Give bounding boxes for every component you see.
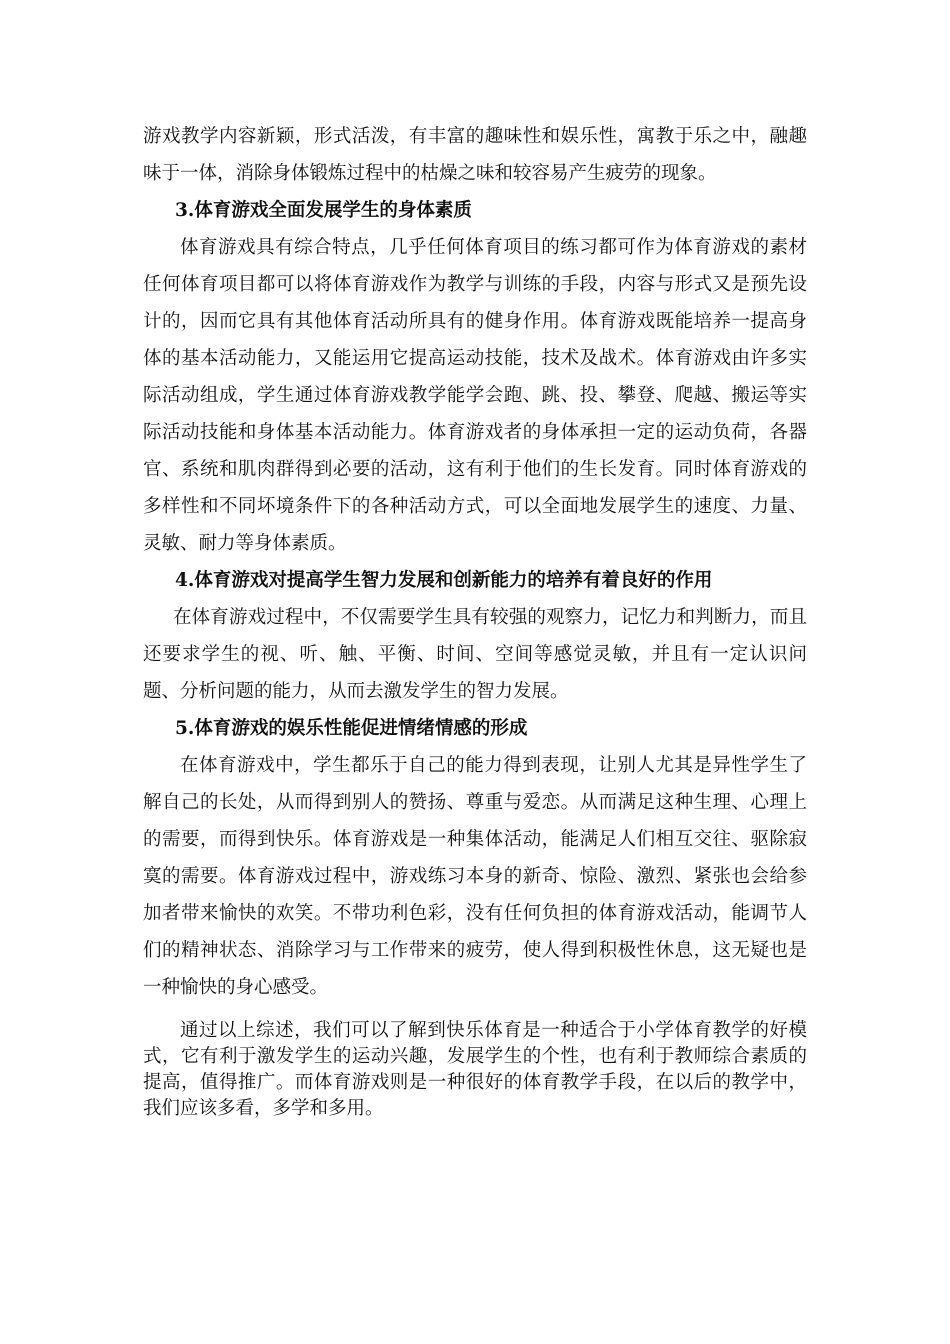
section-3-paragraph: 体育游戏具有综合特点，几乎任何体育项目的练习都可作为体育游戏的素材任何体育项目都可以将体育游戏作为教学与训练的手段，内容与形式又是预先设计的，因而它具有其他体育活动所具有的健身作用。体育游戏既能培养一提高身体的基本活动能力，又能运用它提高运动技能，技术及战术。体育游戏由许多实际活动组成，学生通过体育游戏教学能学会跑、跳、投、攀登、爬越、搬运等实际活动技能和身体基本活动能力。体育游戏者的身体承担一定的运动负荷，各器官、系统和肌肉群得到必要的活动，这有利于他们的生长发育。同时体育游戏的多样性和不同坏境条件下的各种活动方式，可以全面地发展学生的速度、力量、灵敏、耐力等身体素质。: [143, 237, 807, 554]
section-5-paragraph: 在体育游戏中，学生都乐于自己的能力得到表现，让别人尤其是异性学生了解自己的长处，从而得到别人的赞扬、尊重与爱恋。从而满足这种生理、心理上的需要，而得到快乐。体育游戏是一种集体活动，能满足人们相互交往、驱除寂寞的需要。体育游戏过程中，游戏练习本身的新奇、惊险、激烈、紧张也会给参加者带来愉快的欢笑。不带功利色彩，没有任何负担的体育游戏活动，能调节人们的精神状态、消除学习与工作带来的疲劳，使人得到积极性休息，这无疑也是一种愉快的身心感受。: [143, 755, 807, 998]
document-page: [143, 118, 807, 1122]
section-5-heading: 5.体育游戏的娱乐性能促进情绪情感的形成: [175, 718, 528, 739]
section-3-heading: 3.体育游戏全面发展学生的身体素质: [175, 200, 472, 221]
intro-paragraph: 游戏教学内容新颖，形式活泼，有丰富的趣味性和娱乐性，寓教于乐之中，融趣味于一体，消除身体锻炼过程中的枯燥之味和较容易产生疲劳的现象。: [143, 126, 807, 184]
conclusion-paragraph: 通过以上综述，我们可以了解到快乐体育是一种适合于小学体育教学的好模式，它有利于激发学生的运动兴趣，发展学生的个性，也有利于教师综合素质的提高，值得推广。而体育游戏则是一种很好的体育教学手段，在以后的教学中，我们应该多看，多学和多用。: [143, 1020, 807, 1119]
section-4-paragraph: 在体育游戏过程中，不仅需要学生具有较强的观察力，记忆力和判断力，而且还要求学生的视、听、触、平衡、时间、空间等感觉灵敏，并且有一定认识问题、分析问题的能力，从而去激发学生的智力发展。: [143, 607, 807, 702]
section-4-heading: 4.体育游戏对提高学生智力发展和创新能力的培养有着良好的作用: [175, 570, 713, 591]
